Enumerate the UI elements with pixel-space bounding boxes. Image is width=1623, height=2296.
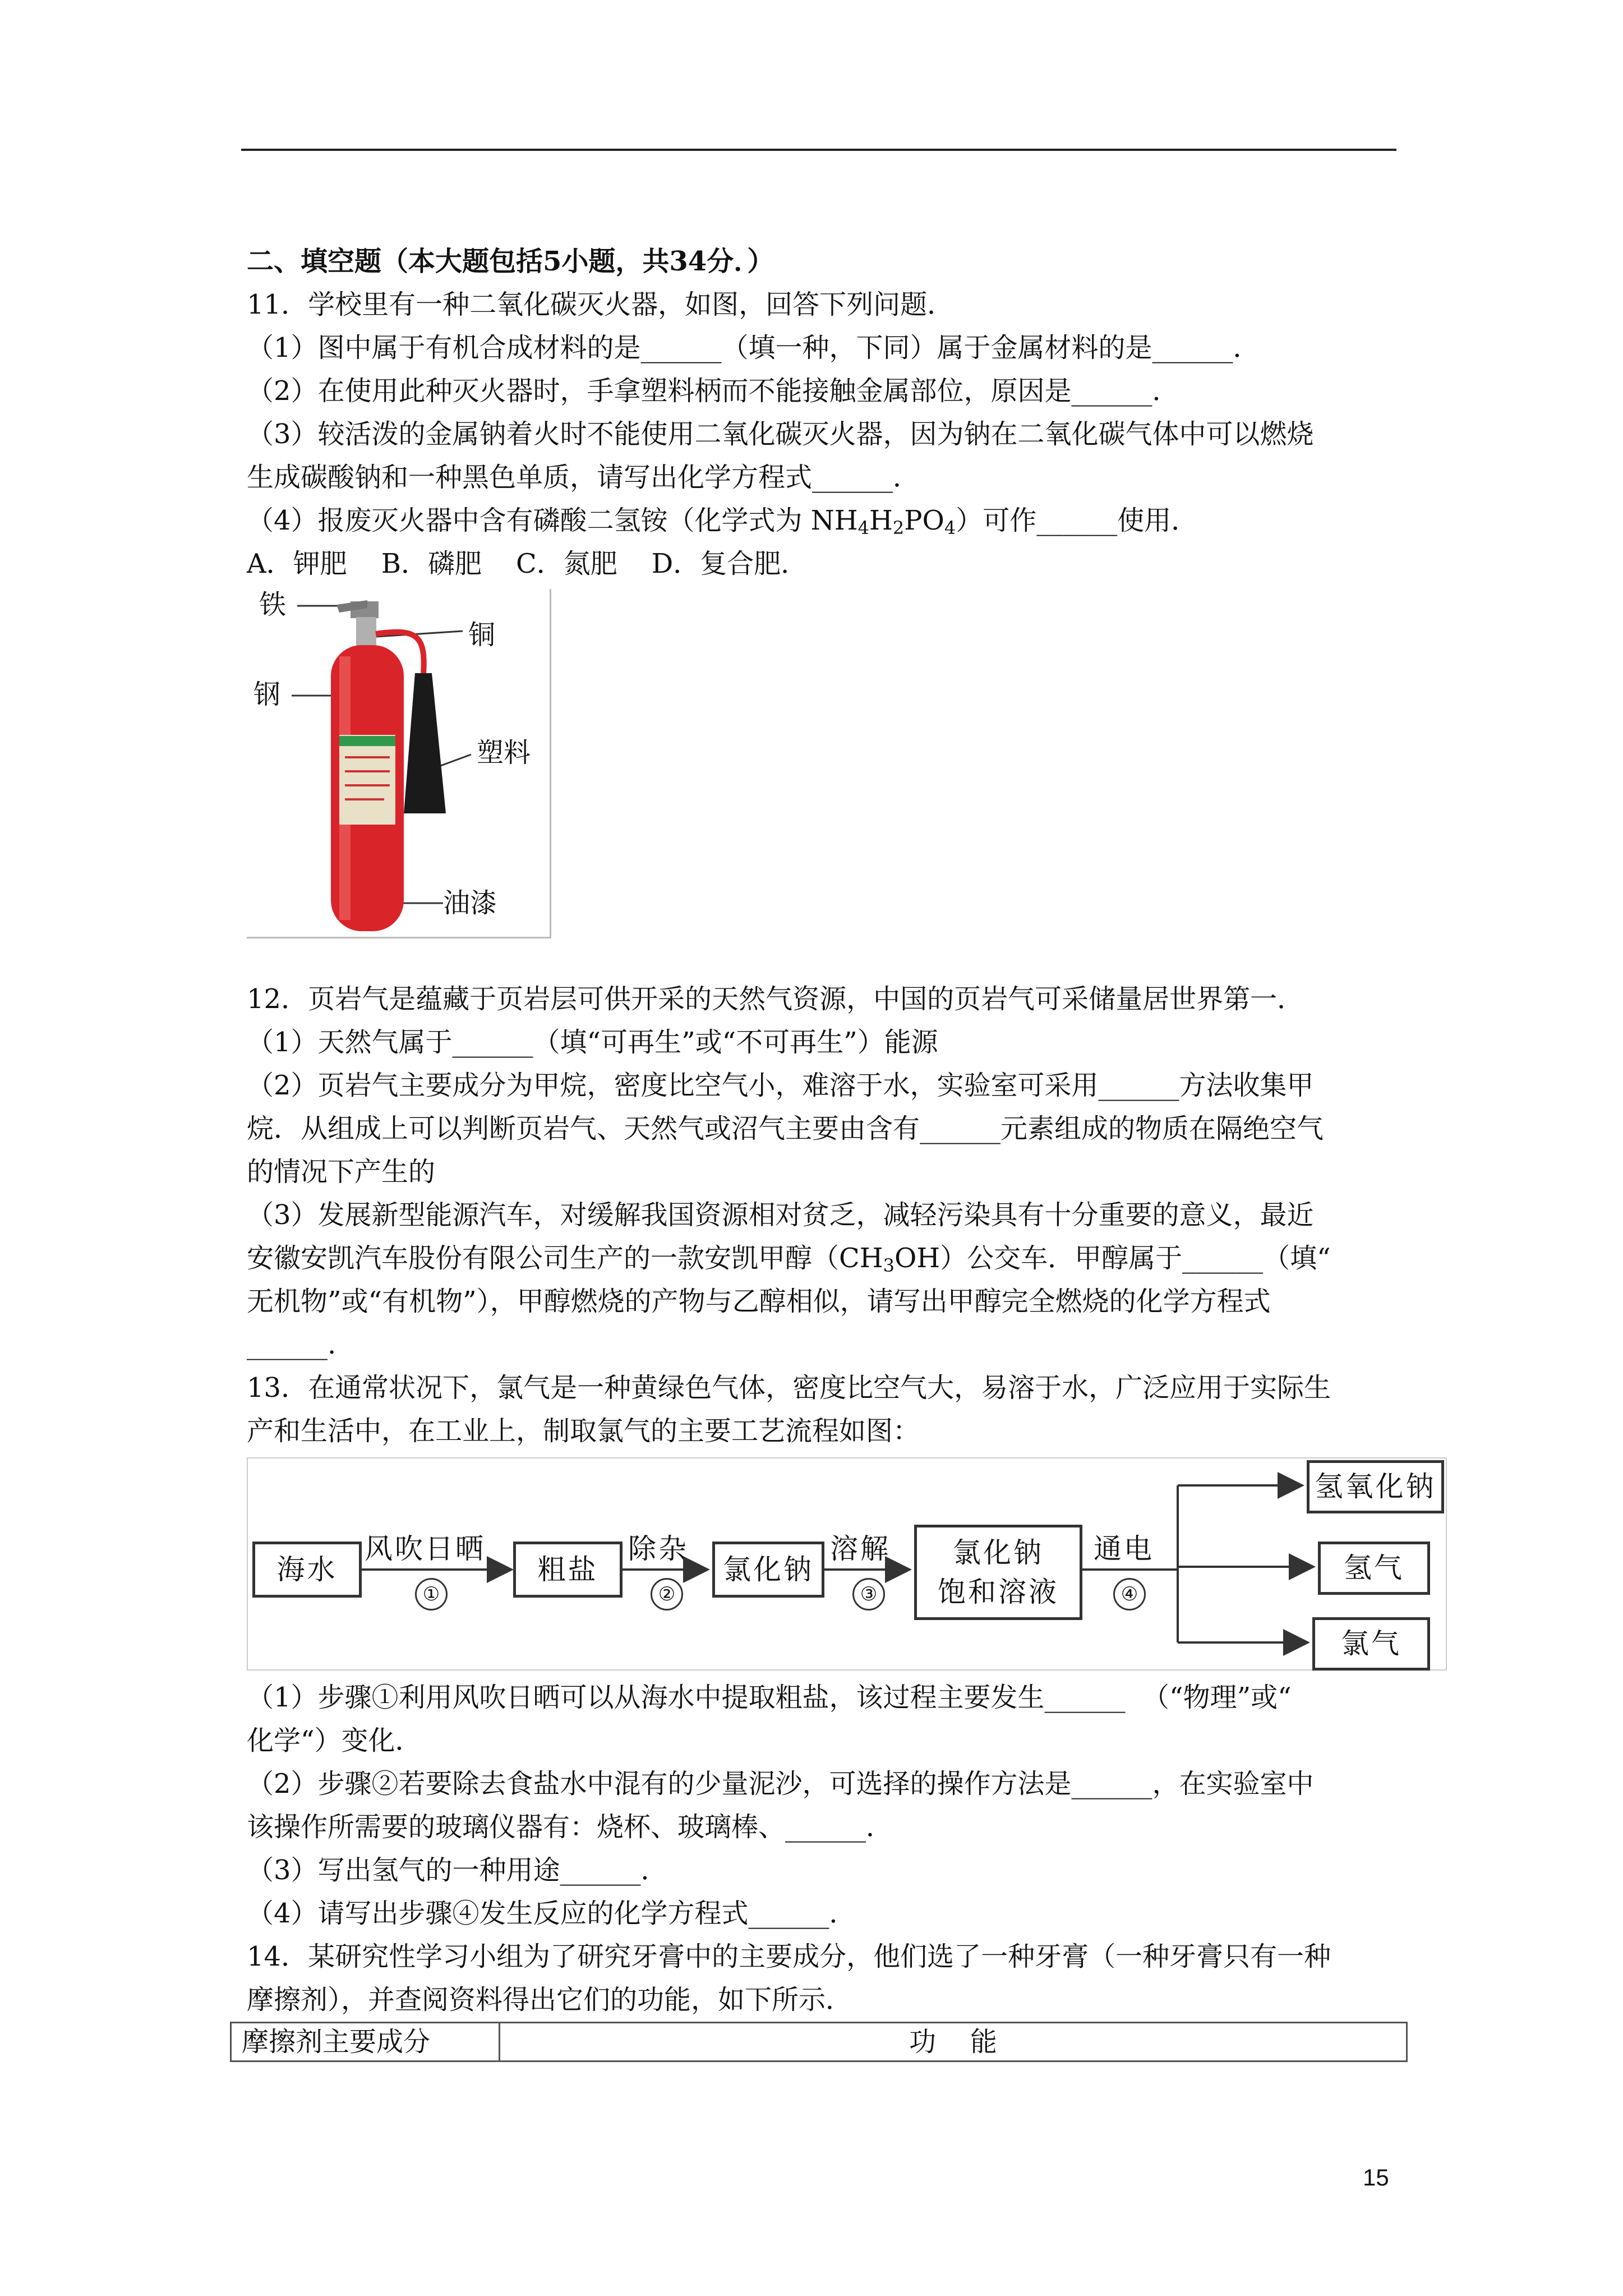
- q13-part1-line2: 化学“）变化．: [247, 1725, 422, 1756]
- step2-number: ②: [651, 1578, 683, 1611]
- box-saturated-solution-line1: 氯化钠: [953, 1536, 1044, 1569]
- page-number: 15: [1363, 2164, 1389, 2191]
- subscript: 2: [892, 517, 905, 539]
- step3-number: ③: [852, 1578, 885, 1611]
- step3-label: 溶解: [830, 1533, 891, 1565]
- q11-part4: [247, 499, 1391, 542]
- q13-part2-line2: 该操作所需要的玻璃仪器有：烧杯、玻璃棒、______．: [247, 1811, 893, 1843]
- page-content: [242, 240, 1436, 2062]
- q12-part2-line2: 烷．从组成上可以判断页岩气、天然气或沼气主要由含有______元素组成的物质在隔绝空气: [247, 1113, 1324, 1144]
- q12-part3-line2: [247, 1237, 1391, 1280]
- q12-part3-post: OH）公交车．甲醇属于______（填“: [894, 1243, 1331, 1274]
- label-plastic: 塑料: [477, 737, 531, 769]
- abrasive-table: [230, 2022, 1408, 2062]
- section-title: 二、填空题（本大题包括5小题，共34分．）: [247, 246, 774, 277]
- q11-part3-line1: （3）较活泼的金属钠着火时不能使用二氧化碳灭火器，因为钠在二氧化碳气体中可以燃烧: [247, 418, 1314, 450]
- q11-part1: （1）图中属于有机合成材料的是______（填一种，下同）属于金属材料的是______．: [247, 332, 1260, 364]
- box-saturated-solution-line2: 饱和溶液: [938, 1576, 1059, 1608]
- q12-part1: （1）天然气属于______（填“可再生”或“不可再生”）能源: [247, 1027, 938, 1058]
- fire-extinguisher-figure: [247, 589, 551, 938]
- q12-part2-line3: 的情况下产生的: [247, 1156, 436, 1188]
- subscript: 4: [857, 517, 870, 539]
- q12-part2-line1: （2）页岩气主要成分为甲烷，密度比空气小，难溶于水，实验室可采用______方法收集甲: [247, 1070, 1314, 1101]
- label-copper: 铜: [468, 619, 496, 651]
- step4-number: ④: [1113, 1578, 1146, 1611]
- step1-label: 风吹日晒: [365, 1533, 486, 1565]
- q11-part4-post: ）可作______使用．: [956, 505, 1198, 536]
- formula-part: H: [869, 505, 893, 536]
- box-sodium-chloride: 氯化钠: [712, 1542, 824, 1598]
- q12-part3-line4: ______.: [247, 1329, 336, 1360]
- label-paint: 油漆: [443, 887, 497, 919]
- box-saturated-solution: [914, 1525, 1082, 1620]
- label-iron: 铁: [259, 589, 287, 620]
- q13-stem-line2: 产和生活中，在工业上，制取氯气的主要工艺流程如图：: [247, 1415, 920, 1447]
- label-steel: 钢: [253, 679, 281, 710]
- q13-part3: （3）写出氢气的一种用途______．: [247, 1855, 668, 1886]
- q11-stem: 11．学校里有一种二氧化碳灭火器，如图，回答下列问题．: [247, 289, 955, 320]
- step1-number: ①: [415, 1578, 448, 1611]
- formula-part: PO: [904, 505, 944, 536]
- q14-stem-line1: 14．某研究性学习小组为了研究牙膏中的主要成分，他们选了一种牙膏（一种牙膏只有一种: [247, 1941, 1331, 1972]
- subscript: 4: [944, 517, 956, 539]
- box-seawater: 海水: [252, 1542, 362, 1598]
- q13-part4: （4）请写出步骤④发生反应的化学方程式______．: [247, 1898, 856, 1929]
- q12-part3-line1: （3）发展新型能源汽车，对缓解我国资源相对贫乏，减轻污染具有十分重要的意义，最近: [247, 1199, 1314, 1231]
- q11-part3-line2: 生成碳酸钠和一种黑色单质，请写出化学方程式______．: [247, 462, 920, 493]
- chlorine-process-flowchart: [247, 1457, 1447, 1671]
- subscript: 3: [883, 1255, 895, 1276]
- q12-part3-line3: 无机物”或“有机物”），甲醇燃烧的产物与乙醇相似，请写出甲醇完全燃烧的化学方程式: [247, 1286, 1271, 1317]
- box-hydrogen: 氢气: [1318, 1542, 1430, 1595]
- q13-stem-line1: 13．在通常状况下，氯气是一种黄绿色气体，密度比空气大，易溶于水，广泛应用于实际生: [247, 1372, 1331, 1404]
- q13-part1-line1: （1）步骤①利用风吹日晒可以从海水中提取粗盐，该过程主要发生______ （“物理”或“: [247, 1682, 1292, 1713]
- q12-stem: 12．页岩气是蕴藏于页岩层可供开采的天然气资源，中国的页岩气可采储量居世界第一．: [247, 983, 1304, 1015]
- q11-part2: （2）在使用此种灭火器时，手拿塑料柄而不能接触金属部位，原因是______．: [247, 375, 1179, 407]
- q13-part2-line1: （2）步骤②若要除去食盐水中混有的少量泥沙，可选择的操作方法是______，在实验室中: [247, 1768, 1314, 1800]
- q12-part3-pre: 安徽安凯汽车股份有限公司生产的一款安凯甲醇（CH: [247, 1243, 883, 1274]
- header-rule: [241, 149, 1396, 151]
- box-chlorine: 氯气: [1312, 1617, 1430, 1671]
- step4-label: 通电: [1094, 1533, 1154, 1565]
- q11-options: A．钾肥 B．磷肥 C．氮肥 D．复合肥．: [247, 548, 808, 579]
- table-header-row: [231, 2023, 1407, 2062]
- q14-stem-line2: 摩擦剂），并查阅资料得出它们的功能，如下所示．: [247, 1984, 853, 2016]
- box-sodium-hydroxide: 氢氧化钠: [1307, 1460, 1444, 1513]
- table-header-cell: 摩擦剂主要成分: [231, 2023, 500, 2062]
- table-header-cell: 功 能: [500, 2023, 1407, 2062]
- box-crude-salt: 粗盐: [513, 1542, 623, 1598]
- step2-label: 除杂: [628, 1533, 689, 1565]
- q11-part4-pre: （4）报废灭火器中含有磷酸二氢铵（化学式为 NH: [247, 505, 858, 536]
